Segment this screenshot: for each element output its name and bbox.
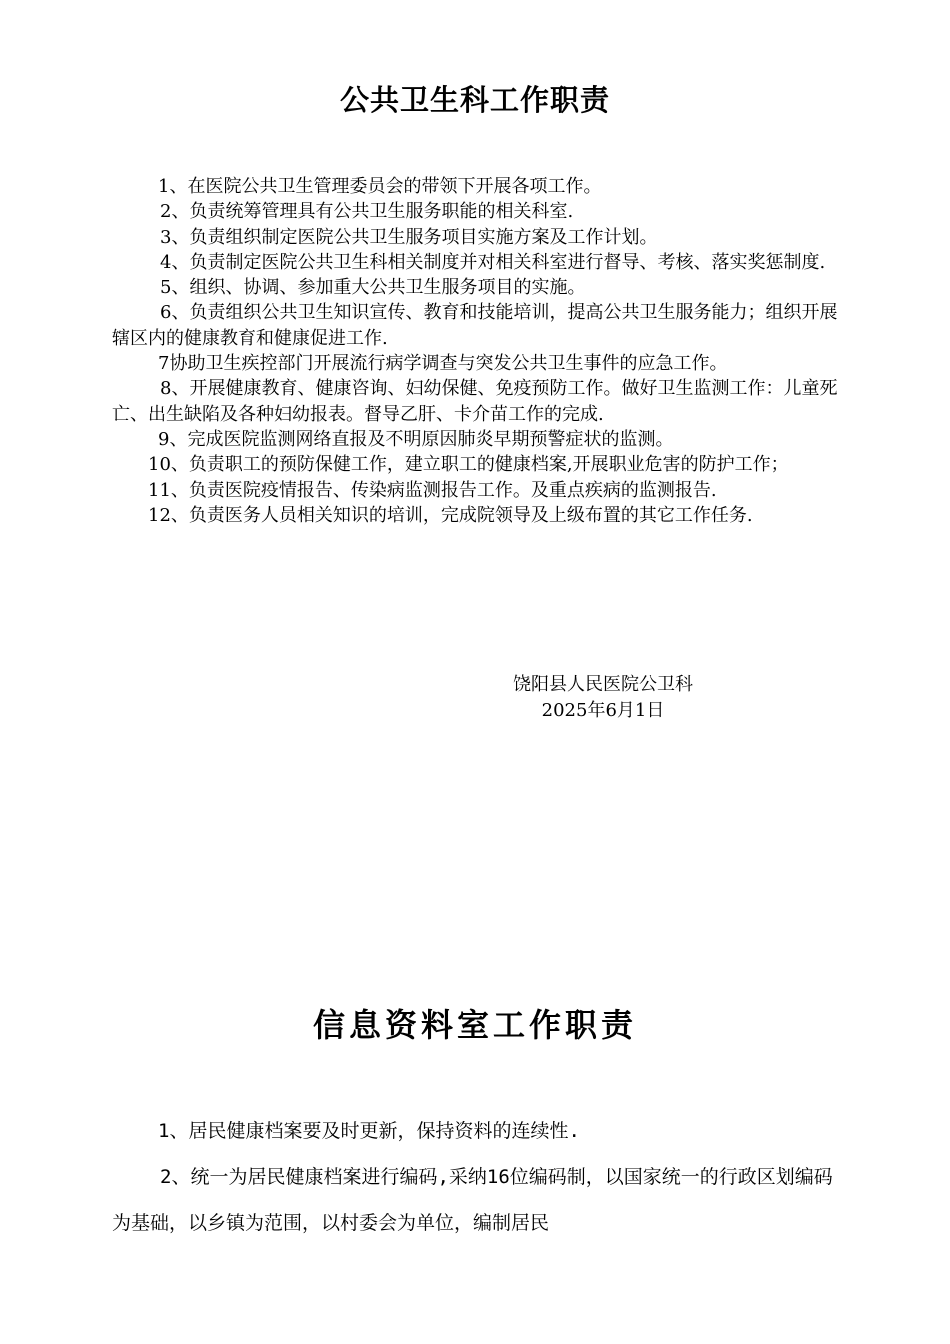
section1-item-3: 3、负责组织制定医院公共卫生服务项目实施方案及工作计划。 [160,226,658,248]
signature-org: 饶阳县人民医院公卫科 [513,674,693,695]
section1-item-12: 12、负责医务人员相关知识的培训，完成院领导及上级布置的其它工作任务. [148,504,753,526]
section1-title: 公共卫生科工作职责 [339,83,610,117]
section2-item-1: 1、居民健康档案要及时更新，保持资料的连续性. [158,1120,580,1142]
section1-item-2: 2、负责统筹管理具有公共卫生服务职能的相关科室. [160,201,574,223]
section1-item-6: 6、负责组织公共卫生知识宣传、教育和技能培训，提高公共卫生服务能力；组织开展辖区内的健康教育和健康促进工作. [112,302,838,349]
section1-item-5: 5、组织、协调、参加重大公共卫生服务项目的实施。 [160,277,586,299]
section1-item-9: 9、完成医院监测网络直报及不明原因肺炎早期预警症状的监测。 [158,428,674,450]
section1-item-7: 7协助卫生疾控部门开展流行病学调查与突发公共卫生事件的应急工作。 [158,353,728,375]
section2-item-2: 2、统一为居民健康档案进行编码,采纳16位编码制，以国家统一的行政区划编码为基础，以乡镇为范围，以村委会为单位，编制居民 [112,1166,833,1234]
section1-body [112,174,842,528]
signature-date: 2025年6月1日 [541,700,665,721]
section1-item-11: 11、负责医院疫情报告、传染病监测报告工作。及重点疾病的监测报告. [148,479,717,501]
section1-item-10: 10、负责职工的预防保健工作，建立职工的健康档案,开展职业危害的防护工作； [148,454,789,476]
section2-body [112,1108,842,1246]
signature-block [438,672,768,724]
section1-item-8: 8、开展健康教育、健康咨询、妇幼保健、免疫预防工作。做好卫生监测工作：儿童死亡、出生缺陷及各种妇幼报表。督导乙肝、卡介苗工作的完成. [112,378,838,425]
section1-item-4: 4、负责制定医院公共卫生科相关制度并对相关科室进行督导、考核、落实奖惩制度. [160,251,826,273]
section1-item-1: 1、在医院公共卫生管理委员会的带领下开展各项工作。 [158,176,602,197]
section2-title: 信息资料室工作职责 [312,1006,637,1044]
